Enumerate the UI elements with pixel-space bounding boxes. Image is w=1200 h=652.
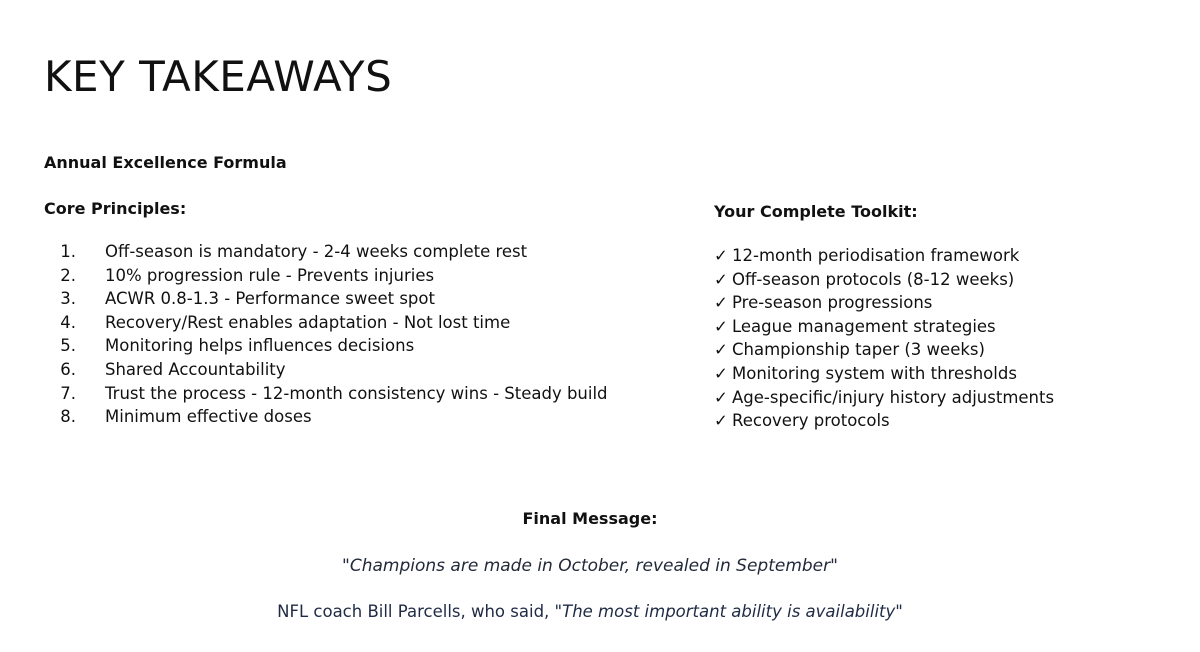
- final-quote: "Champions are made in October, revealed in September": [342, 556, 838, 576]
- principle-number: 4.: [60, 312, 76, 332]
- core-principles-list: [44, 240, 608, 429]
- principle-text: Minimum effective doses: [105, 407, 312, 427]
- attribution-quote: "The most important ability is availability": [554, 602, 903, 621]
- principle-item: [44, 382, 608, 406]
- checkmark-icon: ✓: [714, 340, 728, 360]
- toolkit-item: [714, 362, 1054, 386]
- final-message-heading: Final Message:: [522, 509, 658, 528]
- principle-number: 1.: [60, 242, 76, 261]
- toolkit-heading: Your Complete Toolkit:: [714, 202, 918, 221]
- principle-text: ACWR 0.8-1.3 - Performance sweet spot: [105, 289, 435, 309]
- toolkit-item: [714, 244, 1054, 268]
- principle-number: 2.: [60, 265, 76, 285]
- principle-item: [44, 287, 608, 311]
- attribution-line: [0, 602, 1180, 621]
- toolkit-item-text: League management strategies: [732, 316, 996, 336]
- page-title: KEY TAKEAWAYS: [44, 52, 393, 101]
- principle-number: 3.: [60, 289, 76, 309]
- toolkit-item: [714, 338, 1054, 362]
- subtitle: Annual Excellence Formula: [44, 153, 287, 172]
- checkmark-icon: ✓: [714, 363, 728, 383]
- principle-text: Shared Accountability: [105, 359, 286, 379]
- toolkit-item-text: 12-month periodisation framework: [732, 246, 1020, 265]
- checkmark-icon: ✓: [714, 269, 728, 289]
- principle-number: 5.: [60, 336, 76, 356]
- principle-item: [44, 334, 608, 358]
- toolkit-list: [714, 244, 1054, 433]
- toolkit-item: [714, 268, 1054, 292]
- checkmark-icon: ✓: [714, 387, 728, 407]
- principle-item: [44, 405, 608, 429]
- toolkit-item-text: Pre-season progressions: [732, 293, 933, 313]
- principle-text: Recovery/Rest enables adaptation - Not lost time: [105, 312, 511, 332]
- toolkit-item-text: Age-specific/injury history adjustments: [732, 387, 1055, 407]
- checkmark-icon: ✓: [714, 316, 728, 336]
- principle-item: [44, 311, 608, 335]
- attribution-prefix: NFL coach Bill Parcells, who said,: [277, 602, 555, 621]
- toolkit-item: [714, 291, 1054, 315]
- toolkit-item: [714, 386, 1054, 410]
- principle-text: Monitoring helps influences decisions: [105, 336, 415, 356]
- principle-item: [44, 358, 608, 382]
- checkmark-icon: ✓: [714, 411, 728, 431]
- principle-item: [44, 264, 608, 288]
- principle-number: 6.: [60, 359, 76, 379]
- principle-text: 10% progression rule - Prevents injuries: [105, 265, 435, 285]
- checkmark-icon: ✓: [714, 293, 728, 313]
- toolkit-item-text: Off-season protocols (8-12 weeks): [732, 269, 1015, 289]
- toolkit-item-text: Recovery protocols: [732, 411, 890, 431]
- principle-item: [44, 240, 608, 264]
- principle-text: Trust the process - 12-month consistency wins - Steady build: [105, 383, 608, 403]
- toolkit-item: [714, 409, 1054, 433]
- toolkit-item-text: Monitoring system with thresholds: [732, 363, 1017, 383]
- principle-number: 8.: [60, 407, 76, 427]
- principle-number: 7.: [60, 383, 76, 403]
- toolkit-item-text: Championship taper (3 weeks): [732, 340, 985, 360]
- principle-text: Off-season is mandatory - 2-4 weeks complete rest: [105, 242, 528, 261]
- checkmark-icon: ✓: [714, 246, 728, 265]
- core-principles-heading: Core Principles:: [44, 199, 187, 218]
- toolkit-item: [714, 315, 1054, 339]
